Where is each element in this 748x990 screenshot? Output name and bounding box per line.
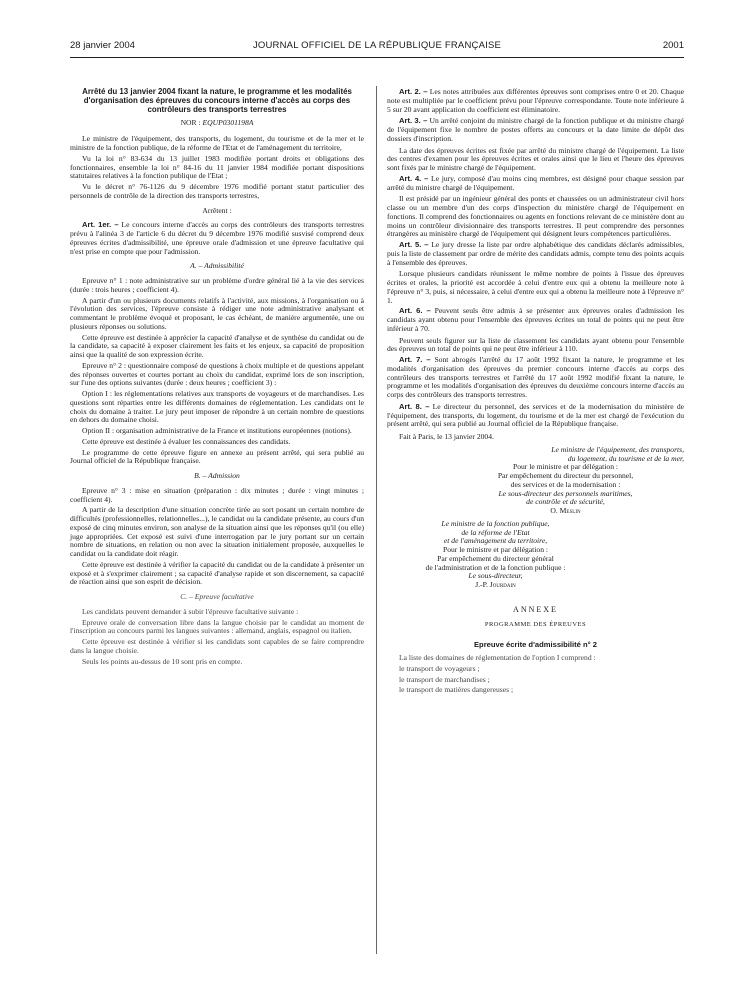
article-6	[387, 307, 684, 333]
right-column	[387, 88, 684, 697]
left-column	[70, 88, 364, 668]
section-c-paragraph: Cette épreuve est destinée à vérifier si les candidats sont capables de se faire comprendre dans la langue choisie.	[70, 637, 364, 655]
article-3	[387, 117, 684, 143]
delegation-line: de l'administration et de la fonction publique :	[425, 562, 566, 572]
signatory-name: O. Meslin	[550, 506, 581, 515]
epreuve-heading: Epreuve écrite d'admissibilité n° 2	[473, 640, 597, 650]
header-rule	[70, 57, 684, 58]
signatory-title: de la réforme de l'Etat	[461, 527, 530, 537]
intro-paragraph: Vu le décret n° 76-1126 du 9 décembre 1976 modifié portant statut particulier des personnels de contrôle de la direction des transports terrestres,	[70, 182, 364, 200]
article-6-label: Art. 6. –	[399, 306, 431, 316]
delegation-line: des services et de la modernisation :	[510, 479, 621, 489]
signatory-subtitle: de contrôle et de sécurité,	[526, 497, 605, 507]
list-intro: La liste des domaines de réglementation de l'option I comprend :	[399, 653, 596, 662]
article-5-text: Le jury dresse la liste par ordre alphabétique des candidats déclarés admissibles, puis la liste de classement par ordre de mérite des candidats admis, compte tenu des points acquis à l'ensemble des épreuves.	[387, 240, 684, 267]
section-a-paragraph: Epreuve n° 1 : note administrative sur un problème d'ordre général lié à la vie des services (durée : trois heures ; coefficient 4).	[70, 276, 364, 294]
section-a-paragraph: Epreuve n° 2 : questionnaire composé de questions à choix multiple et de questions appelant des réponses ouvertes et courtes portant au choix du candidat, exprimé lors de son inscription, sur l'une des options suivantes (durée : deux heures ; coefficient 3) :	[70, 360, 364, 388]
article-1-text: Le concours interne d'accès au corps des contrôleurs des transports terrestres prévu à l'alinéa 3 de l'article 6 du décret du 9 décembre 1976 modifié susvisé comprend deux épreuves écrites d'admissibilité, une épreuve orale d'admission et une épreuve facultative qui n'est prise en compte que pour l'admission.	[70, 220, 364, 256]
section-b-paragraph: A partir de la description d'une situation concrète tirée au sort posant un certain nombre de difficultés (professionnelles, relationnelles...), le candidat ou la candidate présente, au cours d'un exposé de cinq minutes environ, son analyse de la situation ainsi que les réponses qu'il (ou elle) juge appropriées. Cet exposé est suivi d'une interrogation par le jury portant sur un certain nombre de situations, en relation ou non avec la situation initialement proposée, auxquelles le candidat ou la candidate doit réagir.	[70, 505, 364, 559]
annexe-heading: ANNEXE	[513, 604, 558, 614]
article-3-paragraph: La date des épreuves écrites est fixée par arrêté du ministre chargé de l'équipement. La liste des centres d'examen pour les épreuves écrites et orales ainsi que le lieu et l'heure des épreuves sont fixés par le ministre chargé de l'équipement.	[387, 145, 684, 172]
article-8-label: Art. 8. –	[399, 401, 430, 411]
article-3-text: Un arrêté conjoint du ministre chargé de la fonction publique et du ministre chargé de l'équipement fixe le nombre de postes offerts au concours et la date limite de dépôt des dossiers d'inscription.	[387, 116, 684, 143]
signatory-title: du logement, du tourisme et de la mer,	[567, 453, 684, 463]
article-7	[387, 356, 684, 400]
section-c-heading	[70, 593, 364, 602]
column-divider	[376, 86, 377, 954]
article-1-label: Art. 1er. –	[82, 220, 119, 230]
header-journal-title: JOURNAL OFFICIEL DE LA RÉPUBLIQUE FRANÇAISE	[252, 40, 502, 51]
article-6-paragraph: Peuvent seuls figurer sur la liste de classement les candidats ayant obtenu pour l'ensemble des épreuves un total de points qui ne peut être inférieur à 110.	[387, 335, 684, 354]
signatory-name: J.-P. Jourdain	[475, 580, 516, 589]
intro-paragraph: Le ministre de l'équipement, des transports, du logement, du tourisme et de la mer et le ministre de la fonction publique, de la réforme de l'Etat et de l'aménagement du territoire,	[70, 134, 364, 153]
delegation-line: Par empêchement du directeur du personnel,	[497, 471, 634, 480]
article-8	[387, 403, 684, 429]
section-a-paragraph: Le programme de cette épreuve figure en annexe au présent arrêté, qui sera publié au Journal officiel de la République française.	[70, 447, 364, 466]
nor-value: EQUP0301198A	[202, 117, 254, 127]
section-c-paragraph: Les candidats peuvent demander à subir l'épreuve facultative suivante :	[82, 606, 299, 616]
intro-paragraph: Vu la loi n° 83-634 du 13 juillet 1983 modifiée portant droits et obligations des fonctionnaires, ensemble la loi n° 84-16 du 11 janvier 1984 modifiée portant dispositions statutaires relatives à la fonction publique de l'Etat ;	[70, 153, 364, 181]
signature-block-1	[387, 446, 684, 516]
article-3-label: Art. 3. –	[399, 116, 428, 126]
article-5-paragraph: Lorsque plusieurs candidats réunissent le même nombre de points à l'issue des épreuves écrites et orales, la priorité est accordée à celui d'entre eux qui a obtenu la meilleure note à l'épreuve n° 3, puis, si nécessaire, à celui d'entre eux qui a obtenu la meilleure note à l'épreuve n° 1.	[387, 269, 684, 305]
arretent-label: Arrêtent :	[202, 205, 232, 215]
delegation-line: Pour le ministre et par délégation :	[512, 462, 619, 472]
article-4-text: Le jury, composé d'au moins cinq membres, est désigné pour chaque session par arrêté du ministre chargé de l'équipement.	[387, 173, 685, 192]
section-a-paragraph: Option II : organisation administrative de la France et institutions européennes (notions).	[82, 426, 352, 436]
section-c-paragraph: Epreuve orale de conversation libre dans la langue choisie par le candidat au moment de l'inscription au concours parmi les langues suivantes : allemand, anglais, espagnol ou italien.	[70, 617, 364, 636]
section-b-paragraph: Epreuve n° 3 : mise en situation (préparation : dix minutes ; durée : vingt minutes ; coefficient 4).	[70, 485, 364, 504]
section-a-heading	[70, 262, 364, 271]
list-item: le transport de marchandises ;	[399, 674, 490, 684]
section-a-title: A. – Admissibilité	[190, 261, 244, 271]
article-5-label: Art. 5. –	[399, 240, 429, 249]
section-a-paragraph: A partir d'un ou plusieurs documents relatifs à l'activité, aux missions, à l'organisation ou à l'évolution des services, l'épreuve consiste à rédiger une note administrative analysant et commentant le problème évoqué et proposant, le cas échéant, de manière argumentée, une ou plusieurs réponses ou solutions.	[70, 295, 364, 331]
nor-label: NOR :	[180, 117, 203, 127]
article-2-text: Les notes attribuées aux différentes épreuves sont comprises entre 0 et 20. Chaque note est multipliée par le coefficient prévu pour l'épreuve correspondante. Toute note inférieure à 5 sur 20 avant application du coefficient est éliminatoire.	[387, 87, 684, 114]
article-8-text: Le directeur du personnel, des services et de la modernisation du ministère de l'équipement, des transports, du logement, du tourisme et de la mer est chargé de l'exécution du présent arrêté, qui sera publié au Journal officiel de la République française.	[387, 401, 685, 429]
signatory-title: Le ministre de l'équipement, des transports,	[551, 444, 684, 454]
page-header	[70, 40, 684, 54]
signature-block-2	[387, 520, 684, 590]
header-page-number: 2001	[662, 40, 684, 51]
section-c-paragraph: Seuls les points au-dessus de 10 sont pris en compte.	[82, 656, 243, 666]
section-b-title: B. – Admission	[194, 471, 240, 481]
nor-reference	[70, 119, 364, 128]
arrete-title: Arrêté du 13 janvier 2004 fixant la nature, le programme et les modalités d'organisation des épreuves du concours interne d'accès au corps des contrôleurs des transports terrestres	[82, 87, 352, 114]
signatory-subtitle: Le sous-directeur,	[468, 571, 523, 581]
article-4-paragraph: Il est présidé par un ingénieur général des ponts et chaussées ou un administrateur civil hors classe ou un membre d'un des corps d'inspection du ministère chargé de l'équipement en fonctions. Il comprend des fonctionnaires ou agents en fonctions relevant de ce ministère dont au moins un contrôleur divisionnaire des transports terrestres. Il peut comprendre des personnes étrangères au ministère chargé de l'équipement qui désignent leurs compétences particulières.	[387, 194, 684, 239]
section-a-paragraph: Cette épreuve est destinée à apprécier la capacité d'analyse et de synthèse du candidat ou de la candidate, sa capacité à exposer clairement les faits et les enjeux, sa capacité de proposition ainsi que la qualité de son expression écrite.	[70, 332, 364, 360]
delegation-line: Par empêchement du directeur général	[437, 553, 554, 563]
programme-heading: PROGRAMME DES ÉPREUVES	[484, 620, 587, 628]
signatory-title: et de l'aménagement du territoire,	[443, 536, 548, 546]
header-date: 28 janvier 2004	[70, 40, 135, 51]
article-1	[70, 221, 364, 256]
delegation-line: Pour le ministre et par délégation :	[442, 545, 549, 554]
section-b-heading	[70, 472, 364, 481]
article-7-text: Sont abrogés l'arrêté du 17 août 1992 fixant la nature, le programme et les modalités d'organisation des épreuves du premier concours interne d'accès au corps des contrôleurs des transports terrestres et l'arrêté du 17 août 1992 modifié fixant la nature, le programme et les modalités d'organisation des épreuves du deuxième concours interne d'accès au corps des contrôleurs des transports terrestres.	[387, 355, 684, 399]
signatory-title: Le ministre de la fonction publique,	[441, 518, 550, 528]
article-2	[387, 88, 684, 114]
article-6-text: Peuvent seuls être admis à se présenter aux épreuves orales d'admission les candidats ayant obtenu pour l'ensemble des épreuves écrites un total de points qui ne peut être inférieur à 70.	[387, 306, 684, 333]
section-a-paragraph: Cette épreuve est destinée à évaluer les connaissances des candidats.	[82, 436, 291, 446]
section-a-paragraph: Option I : les réglementations relatives aux transports de voyageurs et de marchandises. Les questions sont réparties entre les différents domaines de réglementation. Les candidats ont le choix du domaine à traiter. Le jury peut imposer de répondre à un certain nombre de questions en dehors du domaine choisi.	[70, 389, 364, 425]
article-4	[387, 175, 684, 193]
signatory-subtitle: Le sous-directeur des personnels maritimes,	[498, 488, 633, 498]
article-2-label: Art. 2. –	[399, 87, 428, 96]
article-7-label: Art. 7. –	[399, 355, 431, 364]
article-5	[387, 241, 684, 267]
list-item: le transport de voyageurs ;	[399, 663, 480, 673]
list-item: le transport de matières dangereuses ;	[399, 685, 514, 695]
article-4-label: Art. 4. –	[399, 173, 429, 183]
section-b-paragraph: Cette épreuve est destinée à vérifier la capacité du candidat ou de la candidate à présenter un exposé et à s'exprimer clairement ; sa capacité d'analyse rapide et son discernement, sa capacité de réaction ainsi que son esprit de décision.	[70, 559, 364, 587]
section-c-title: C. – Epreuve facultative	[180, 592, 254, 602]
fait-line: Fait à Paris, le 13 janvier 2004.	[399, 432, 494, 441]
